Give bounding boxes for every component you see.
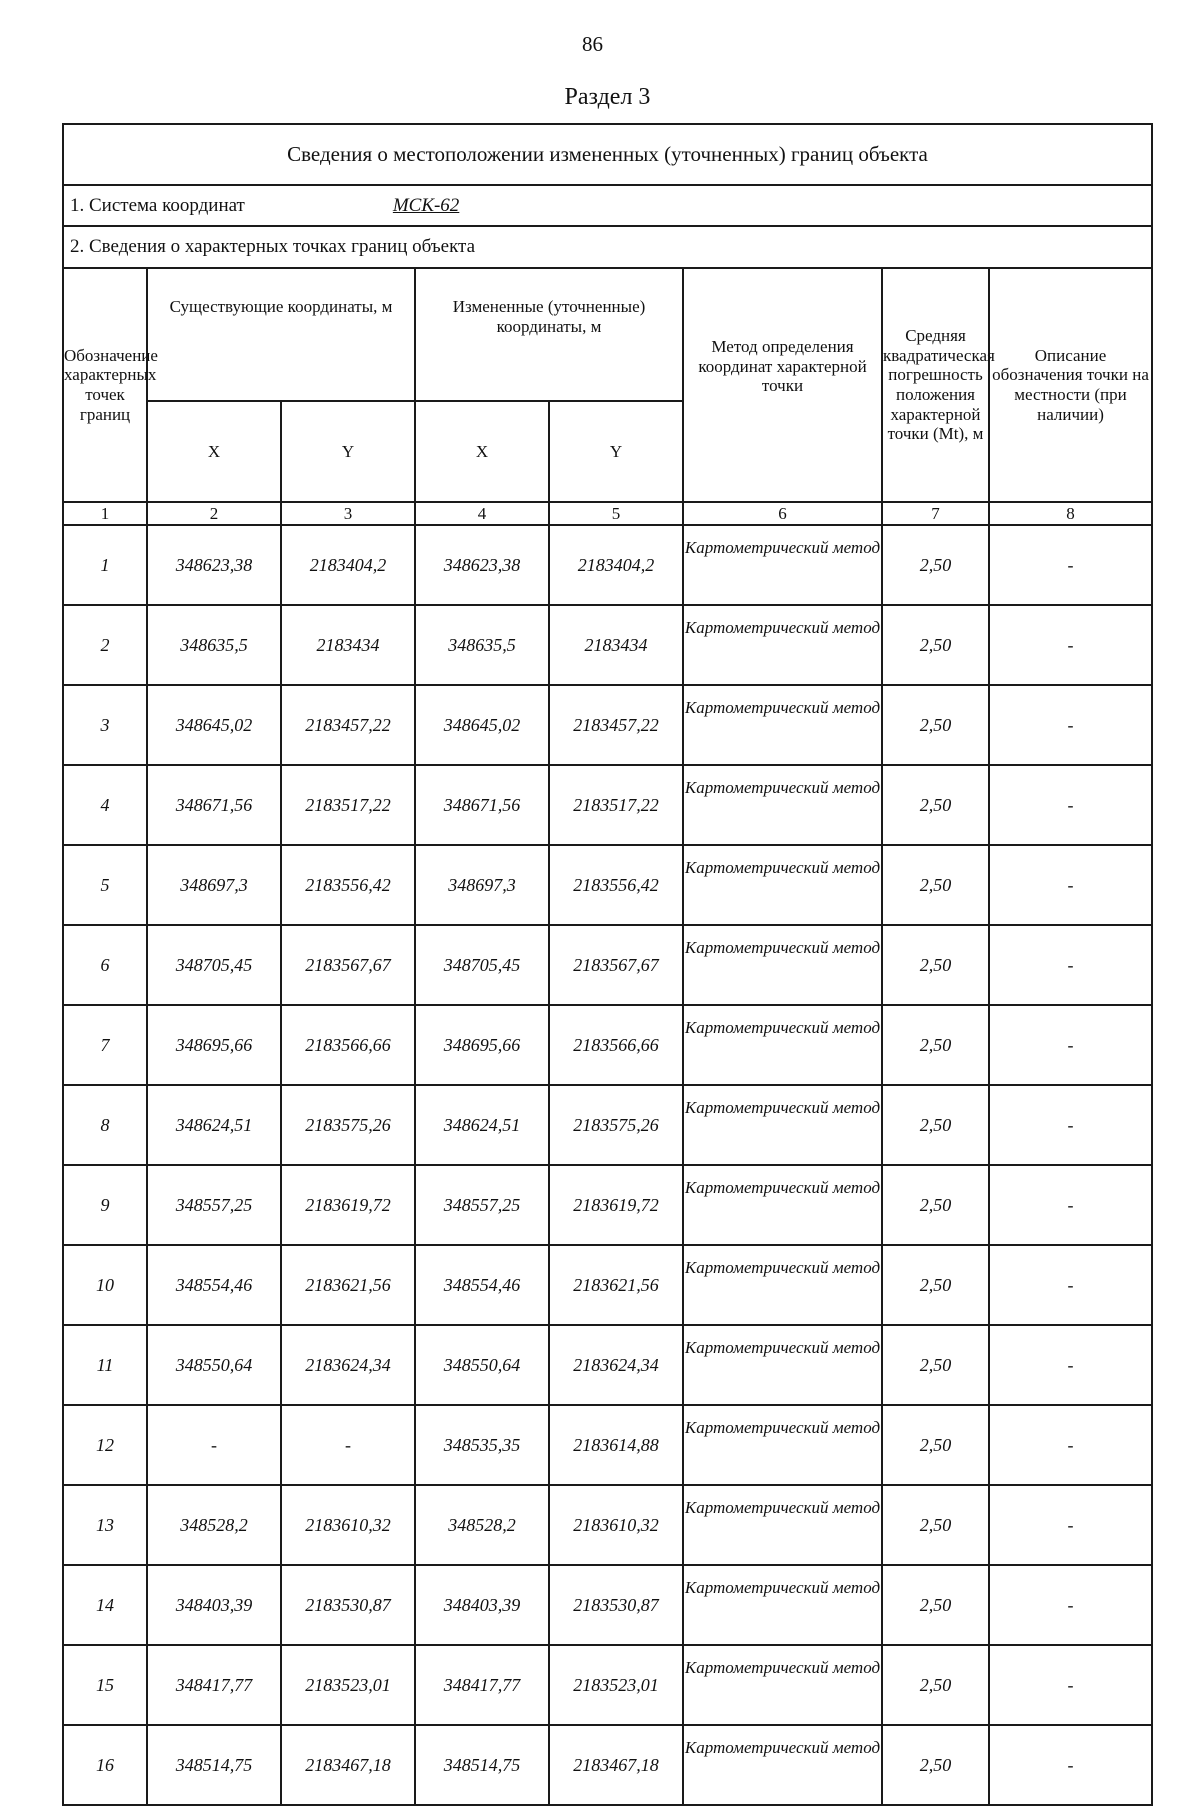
- table-row: [63, 1165, 1152, 1245]
- table-row: [63, 525, 1152, 605]
- rmse-cell: 2,50: [882, 525, 989, 605]
- existing-x-cell: 348403,39: [147, 1565, 281, 1645]
- table-row: [63, 1245, 1152, 1325]
- point-id-cell: 3: [63, 685, 147, 765]
- rmse-cell: 2,50: [882, 925, 989, 1005]
- point-id-cell: 16: [63, 1725, 147, 1805]
- table-row: [63, 1085, 1152, 1165]
- changed-x-cell: 348697,3: [415, 845, 549, 925]
- table-row: [63, 765, 1152, 845]
- point-id-cell: 9: [63, 1165, 147, 1245]
- rmse-cell: 2,50: [882, 605, 989, 685]
- method-cell: Картометрический метод: [683, 1405, 882, 1485]
- point-id-cell: 2: [63, 605, 147, 685]
- rmse-cell: 2,50: [882, 765, 989, 845]
- existing-y-cell: 2183575,26: [281, 1085, 415, 1165]
- changed-x-cell: 348514,75: [415, 1725, 549, 1805]
- point-id-cell: 14: [63, 1565, 147, 1645]
- changed-y-cell: 2183621,56: [549, 1245, 683, 1325]
- existing-y-cell: 2183434: [281, 605, 415, 685]
- existing-x-cell: 348514,75: [147, 1725, 281, 1805]
- header-rmse: Средняя квадратическая погрешность положения характерной точки (Mt), м: [882, 268, 989, 502]
- rmse-cell: 2,50: [882, 1405, 989, 1485]
- changed-y-cell: 2183556,42: [549, 845, 683, 925]
- changed-x-cell: 348417,77: [415, 1645, 549, 1725]
- existing-x-cell: 348624,51: [147, 1085, 281, 1165]
- header-changed-y: Y: [549, 401, 683, 502]
- description-cell: -: [989, 925, 1152, 1005]
- description-cell: -: [989, 1325, 1152, 1405]
- changed-x-cell: 348557,25: [415, 1165, 549, 1245]
- changed-y-cell: 2183530,87: [549, 1565, 683, 1645]
- header-method: Метод определения координат характерной точки: [683, 268, 882, 502]
- existing-y-cell: 2183457,22: [281, 685, 415, 765]
- changed-x-cell: 348554,46: [415, 1245, 549, 1325]
- table-row: [63, 925, 1152, 1005]
- column-number: 4: [415, 502, 549, 525]
- existing-x-cell: 348635,5: [147, 605, 281, 685]
- existing-x-cell: 348697,3: [147, 845, 281, 925]
- table-row: [63, 685, 1152, 765]
- method-cell: Картометрический метод: [683, 765, 882, 845]
- column-number: 1: [63, 502, 147, 525]
- changed-y-cell: 2183404,2: [549, 525, 683, 605]
- changed-x-cell: 348535,35: [415, 1405, 549, 1485]
- changed-x-cell: 348528,2: [415, 1485, 549, 1565]
- rmse-cell: 2,50: [882, 1005, 989, 1085]
- rmse-cell: 2,50: [882, 1485, 989, 1565]
- page-number: 86: [582, 32, 603, 56]
- description-cell: -: [989, 1725, 1152, 1805]
- changed-y-cell: 2183434: [549, 605, 683, 685]
- description-cell: -: [989, 1245, 1152, 1325]
- existing-x-cell: 348550,64: [147, 1325, 281, 1405]
- changed-x-cell: 348550,64: [415, 1325, 549, 1405]
- column-number: 7: [882, 502, 989, 525]
- existing-x-cell: 348645,02: [147, 685, 281, 765]
- point-id-cell: 7: [63, 1005, 147, 1085]
- point-id-cell: 5: [63, 845, 147, 925]
- existing-x-cell: 348554,46: [147, 1245, 281, 1325]
- description-cell: -: [989, 525, 1152, 605]
- header-point-designation: Обозначение характерных точек границ: [63, 268, 147, 502]
- point-id-cell: 6: [63, 925, 147, 1005]
- method-cell: Картометрический метод: [683, 1645, 882, 1725]
- method-cell: Картометрический метод: [683, 525, 882, 605]
- coordinate-system-row: [63, 185, 1152, 226]
- existing-x-cell: 348623,38: [147, 525, 281, 605]
- description-cell: -: [989, 1645, 1152, 1725]
- changed-x-cell: 348671,56: [415, 765, 549, 845]
- existing-y-cell: 2183404,2: [281, 525, 415, 605]
- existing-y-cell: 2183530,87: [281, 1565, 415, 1645]
- point-id-cell: 12: [63, 1405, 147, 1485]
- method-cell: Картометрический метод: [683, 1725, 882, 1805]
- existing-x-cell: 348528,2: [147, 1485, 281, 1565]
- method-cell: Картометрический метод: [683, 1565, 882, 1645]
- table-row: [63, 1565, 1152, 1645]
- description-cell: -: [989, 1485, 1152, 1565]
- existing-y-cell: 2183467,18: [281, 1725, 415, 1805]
- table-row: [63, 1005, 1152, 1085]
- existing-x-cell: 348705,45: [147, 925, 281, 1005]
- header-existing-y: Y: [281, 401, 415, 502]
- rmse-cell: 2,50: [882, 1565, 989, 1645]
- rmse-cell: 2,50: [882, 1165, 989, 1245]
- existing-y-cell: 2183556,42: [281, 845, 415, 925]
- point-id-cell: 4: [63, 765, 147, 845]
- column-number: 6: [683, 502, 882, 525]
- changed-y-cell: 2183517,22: [549, 765, 683, 845]
- coordinate-system-value: МСК-62: [392, 194, 460, 216]
- changed-y-cell: 2183523,01: [549, 1645, 683, 1725]
- method-cell: Картометрический метод: [683, 1245, 882, 1325]
- point-id-cell: 1: [63, 525, 147, 605]
- existing-y-cell: 2183610,32: [281, 1485, 415, 1565]
- existing-x-cell: 348695,66: [147, 1005, 281, 1085]
- point-id-cell: 13: [63, 1485, 147, 1565]
- table-row: [63, 1485, 1152, 1565]
- existing-y-cell: 2183619,72: [281, 1165, 415, 1245]
- changed-y-cell: 2183567,67: [549, 925, 683, 1005]
- existing-y-cell: 2183621,56: [281, 1245, 415, 1325]
- header-changed-x: X: [415, 401, 549, 502]
- changed-x-cell: 348695,66: [415, 1005, 549, 1085]
- table-row: [63, 1325, 1152, 1405]
- point-id-cell: 10: [63, 1245, 147, 1325]
- column-number: 8: [989, 502, 1152, 525]
- changed-x-cell: 348403,39: [415, 1565, 549, 1645]
- header-existing-coordinates: Существующие координаты, м: [147, 268, 415, 401]
- existing-y-cell: 2183523,01: [281, 1645, 415, 1725]
- method-cell: Картометрический метод: [683, 925, 882, 1005]
- rmse-cell: 2,50: [882, 1085, 989, 1165]
- existing-x-cell: 348417,77: [147, 1645, 281, 1725]
- changed-y-cell: 2183624,34: [549, 1325, 683, 1405]
- section-title: Раздел 3: [564, 84, 651, 110]
- method-cell: Картометрический метод: [683, 845, 882, 925]
- header-existing-x: X: [147, 401, 281, 502]
- point-id-cell: 11: [63, 1325, 147, 1405]
- column-number-row: [63, 502, 1152, 525]
- existing-x-cell: 348557,25: [147, 1165, 281, 1245]
- changed-y-cell: 2183467,18: [549, 1725, 683, 1805]
- header-changed-coordinates: Измененные (уточненные) координаты, м: [415, 268, 683, 401]
- description-cell: -: [989, 1085, 1152, 1165]
- column-number: 3: [281, 502, 415, 525]
- changed-y-cell: 2183575,26: [549, 1085, 683, 1165]
- column-number: 5: [549, 502, 683, 525]
- boundary-points-table: [62, 123, 1153, 1806]
- method-cell: Картометрический метод: [683, 1165, 882, 1245]
- points-info-heading: 2. Сведения о характерных точках границ объекта: [63, 226, 1152, 268]
- existing-y-cell: 2183624,34: [281, 1325, 415, 1405]
- rmse-cell: 2,50: [882, 685, 989, 765]
- changed-x-cell: 348623,38: [415, 525, 549, 605]
- rmse-cell: 2,50: [882, 1245, 989, 1325]
- description-cell: -: [989, 1165, 1152, 1245]
- method-cell: Картометрический метод: [683, 1325, 882, 1405]
- method-cell: Картометрический метод: [683, 605, 882, 685]
- table-row: [63, 605, 1152, 685]
- point-id-cell: 15: [63, 1645, 147, 1725]
- existing-x-cell: 348671,56: [147, 765, 281, 845]
- changed-y-cell: 2183457,22: [549, 685, 683, 765]
- table-caption: Сведения о местоположении измененных (уточненных) границ объекта: [63, 124, 1152, 185]
- header-description: Описание обозначения точки на местности (при наличии): [989, 268, 1152, 502]
- table-row: [63, 1725, 1152, 1805]
- existing-y-cell: 2183567,67: [281, 925, 415, 1005]
- existing-x-cell: -: [147, 1405, 281, 1485]
- description-cell: -: [989, 605, 1152, 685]
- changed-y-cell: 2183566,66: [549, 1005, 683, 1085]
- changed-x-cell: 348705,45: [415, 925, 549, 1005]
- table-row: [63, 1405, 1152, 1485]
- description-cell: -: [989, 1405, 1152, 1485]
- description-cell: -: [989, 1565, 1152, 1645]
- description-cell: -: [989, 1005, 1152, 1085]
- point-id-cell: 8: [63, 1085, 147, 1165]
- changed-x-cell: 348624,51: [415, 1085, 549, 1165]
- changed-x-cell: 348645,02: [415, 685, 549, 765]
- rmse-cell: 2,50: [882, 845, 989, 925]
- existing-y-cell: 2183517,22: [281, 765, 415, 845]
- method-cell: Картометрический метод: [683, 1485, 882, 1565]
- existing-y-cell: 2183566,66: [281, 1005, 415, 1085]
- description-cell: -: [989, 845, 1152, 925]
- table-row: [63, 845, 1152, 925]
- changed-x-cell: 348635,5: [415, 605, 549, 685]
- rmse-cell: 2,50: [882, 1645, 989, 1725]
- changed-y-cell: 2183610,32: [549, 1485, 683, 1565]
- description-cell: -: [989, 685, 1152, 765]
- rmse-cell: 2,50: [882, 1725, 989, 1805]
- method-cell: Картометрический метод: [683, 1085, 882, 1165]
- coordinate-system-label: 1. Система координат: [70, 194, 245, 216]
- changed-y-cell: 2183614,88: [549, 1405, 683, 1485]
- existing-y-cell: -: [281, 1405, 415, 1485]
- column-number: 2: [147, 502, 281, 525]
- rmse-cell: 2,50: [882, 1325, 989, 1405]
- table-row: [63, 1645, 1152, 1725]
- method-cell: Картометрический метод: [683, 1005, 882, 1085]
- description-cell: -: [989, 765, 1152, 845]
- changed-y-cell: 2183619,72: [549, 1165, 683, 1245]
- method-cell: Картометрический метод: [683, 685, 882, 765]
